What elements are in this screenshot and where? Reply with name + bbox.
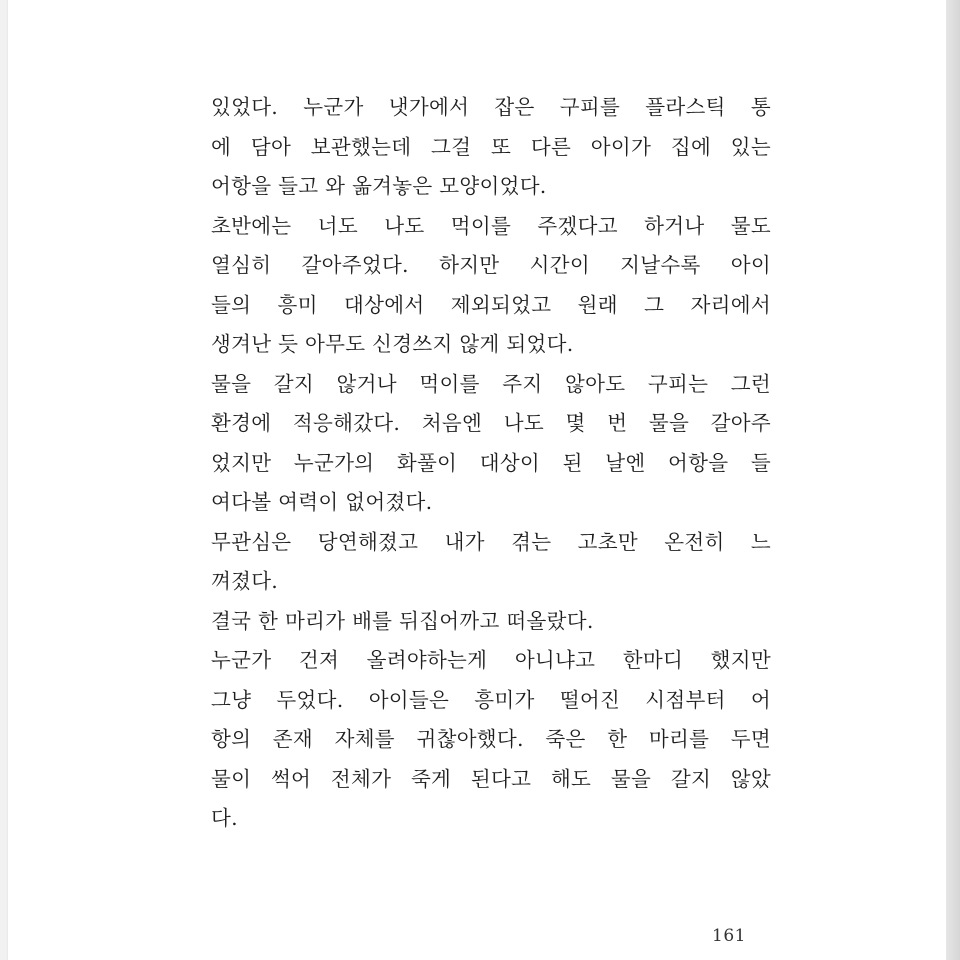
text-line: 들의 흥미 대상에서 제외되었고 원래 그 자리에서	[211, 292, 771, 317]
text-line: 결국 한 마리가 배를 뒤집어까고 떠올랐다.	[211, 608, 594, 633]
text-line: 에 담아 보관했는데 그걸 또 다른 아이가 집에 있는	[211, 134, 771, 159]
text-line: 초반에는 너도 나도 먹이를 주겠다고 하거나 물도	[211, 213, 771, 238]
text-line: 여다볼 여력이 없어졌다.	[211, 490, 433, 514]
text-line: 어항을 들고 와 옮겨놓은 모양이었다.	[211, 174, 547, 198]
page-edge-shadow	[946, 0, 960, 960]
text-line: 환경에 적응해갔다. 처음엔 나도 몇 번 물을 갈아주	[211, 411, 771, 435]
text-line: 었지만 누군가의 화풀이 대상이 된 날엔 어항을 들	[211, 450, 771, 475]
text-line: 항의 존재 자체를 귀찮아했다. 죽은 한 마리를 두면	[211, 727, 771, 751]
text-line: 생겨난 듯 아무도 신경쓰지 않게 되었다.	[211, 332, 574, 356]
text-line: 무관심은 당연해졌고 내가 겪는 고초만 온전히 느	[211, 529, 771, 554]
page-number: 161	[712, 926, 746, 946]
text-line: 물을 갈지 않거나 먹이를 주지 않아도 구피는 그런	[211, 371, 771, 396]
text-line: 다.	[211, 806, 238, 830]
text-line: 열심히 갈아주었다. 하지만 시간이 지날수록 아이	[211, 253, 771, 277]
book-page	[8, 0, 946, 960]
text-line: 껴졌다.	[211, 569, 279, 593]
text-line: 있었다. 누군가 냇가에서 잡은 구피를 플라스틱 통	[211, 95, 771, 119]
body-text	[211, 88, 771, 839]
text-line: 누군가 건져 올려야하는게 아니냐고 한마디 했지만	[211, 648, 771, 672]
text-line: 그냥 두었다. 아이들은 흥미가 떨어진 시점부터 어	[211, 687, 771, 712]
text-line: 물이 썩어 전체가 죽게 된다고 해도 물을 갈지 않았	[211, 766, 771, 791]
